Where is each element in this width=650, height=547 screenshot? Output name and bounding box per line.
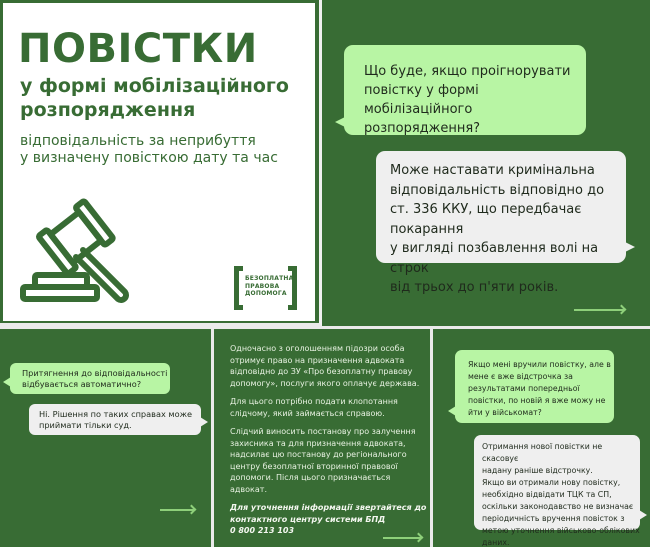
answer-line: Ні. Рішення по таких справах може [39,409,193,419]
arrow-right-icon[interactable] [574,309,624,311]
chat-panel-1 [325,0,650,324]
subtitle [20,74,289,122]
question-line: результатами попередньої [468,384,580,393]
answer-line: від трьох до п'яти років. [390,280,559,295]
vertical-divider [430,329,433,547]
question-line: йти у військомат? [468,408,542,417]
description-line-2: у визначену повісткою дату та час [20,150,278,166]
horizontal-divider [0,326,650,329]
answer-line: даних. [482,538,510,547]
question-line: розпорядження? [364,121,481,136]
description [20,133,278,167]
answer-bubble [29,404,201,435]
question-line: Що буде, якщо проігнорувати [364,64,571,79]
info-panel [215,331,430,547]
gavel-icon [17,195,142,305]
vertical-divider [211,329,214,547]
question-line: Якщо мені вручили повістку, але в [468,360,611,369]
page-title: ПОВІСТКИ [18,26,258,72]
contact-text: Для уточнення інформації звертайтеся до контактного центру системи БПД [230,503,427,524]
answer-line: Може наставати кримінальна [390,163,595,178]
question-line: повістки, по новій я вже можу не [468,396,606,405]
question-bubble [344,45,586,135]
logo-bracket-left [234,266,243,310]
answer-line: приймати тільки суд. [39,420,132,430]
logo-line-3: ДОПОМОГА [245,290,287,297]
title-panel [0,0,318,324]
question-bubble [10,363,170,394]
arrow-right-icon[interactable] [383,537,421,539]
answer-line: відповідальність відповідно до [390,182,605,198]
answer-line: Отримання нової повістки не скасовує [482,442,603,463]
question-line: мене є вже відстрочка за [468,372,573,381]
answer-line: у вигляді позбавлення волі на строк [390,241,599,276]
subtitle-line-2: розпорядження [20,99,196,121]
chat-panel-3 [434,331,650,547]
answer-line: Якщо ви отримали нову повістку, [482,478,621,487]
answer-line: періодичність вручення повісток з [482,514,625,523]
answer-line: оскільки законодавство не визначає [482,502,634,511]
info-paragraph: Одночасно з оголошенням підозри особа отримує право на призначення адвоката відповідно до ЗУ «Про безоплатну правову допомогу», послуги якого оплачує держава. [230,344,420,388]
logo-text [245,275,293,298]
question-line: відбувається автоматично? [22,379,142,389]
question-bubble [455,350,614,423]
answer-bubble [376,151,626,295]
logo-line-1: БЕЗОПЛАТНА [245,275,294,282]
phone-number[interactable]: 0 800 213 103 [230,526,295,535]
bpd-logo [234,266,297,310]
info-paragraph: Для цього потрібно подати клопотання слідчому, який займається справою. [230,397,398,418]
answer-line: метою уточнення військово-облікових [482,526,640,535]
answer-line: необхідно відвідати ТЦК та СП, [482,490,612,499]
arrow-right-icon[interactable] [160,509,194,511]
answer-bubble [474,435,640,547]
subtitle-line-1: у формі мобілізаційного [20,75,289,97]
chat-panel-2 [0,331,211,547]
description-line-1: відповідальність за неприбуття [20,133,256,149]
info-paragraph: Слідчий виносить постанову про залучення захисника та для призначення адвоката, надсилає цю постанову до регіонального центру безоплатної вторинної правової допомоги. Після цього призначається адвокат. [230,427,416,494]
answer-line: надану раніше відстрочку. [482,466,593,475]
info-text [230,343,428,544]
logo-line-2: ПРАВОВА [245,282,280,290]
question-line: Притягнення до відповідальності [22,368,168,378]
question-line: повістку у формі мобілізаційного [364,83,479,117]
answer-line: ст. 336 ККУ, що передбачає покарання [390,202,582,237]
